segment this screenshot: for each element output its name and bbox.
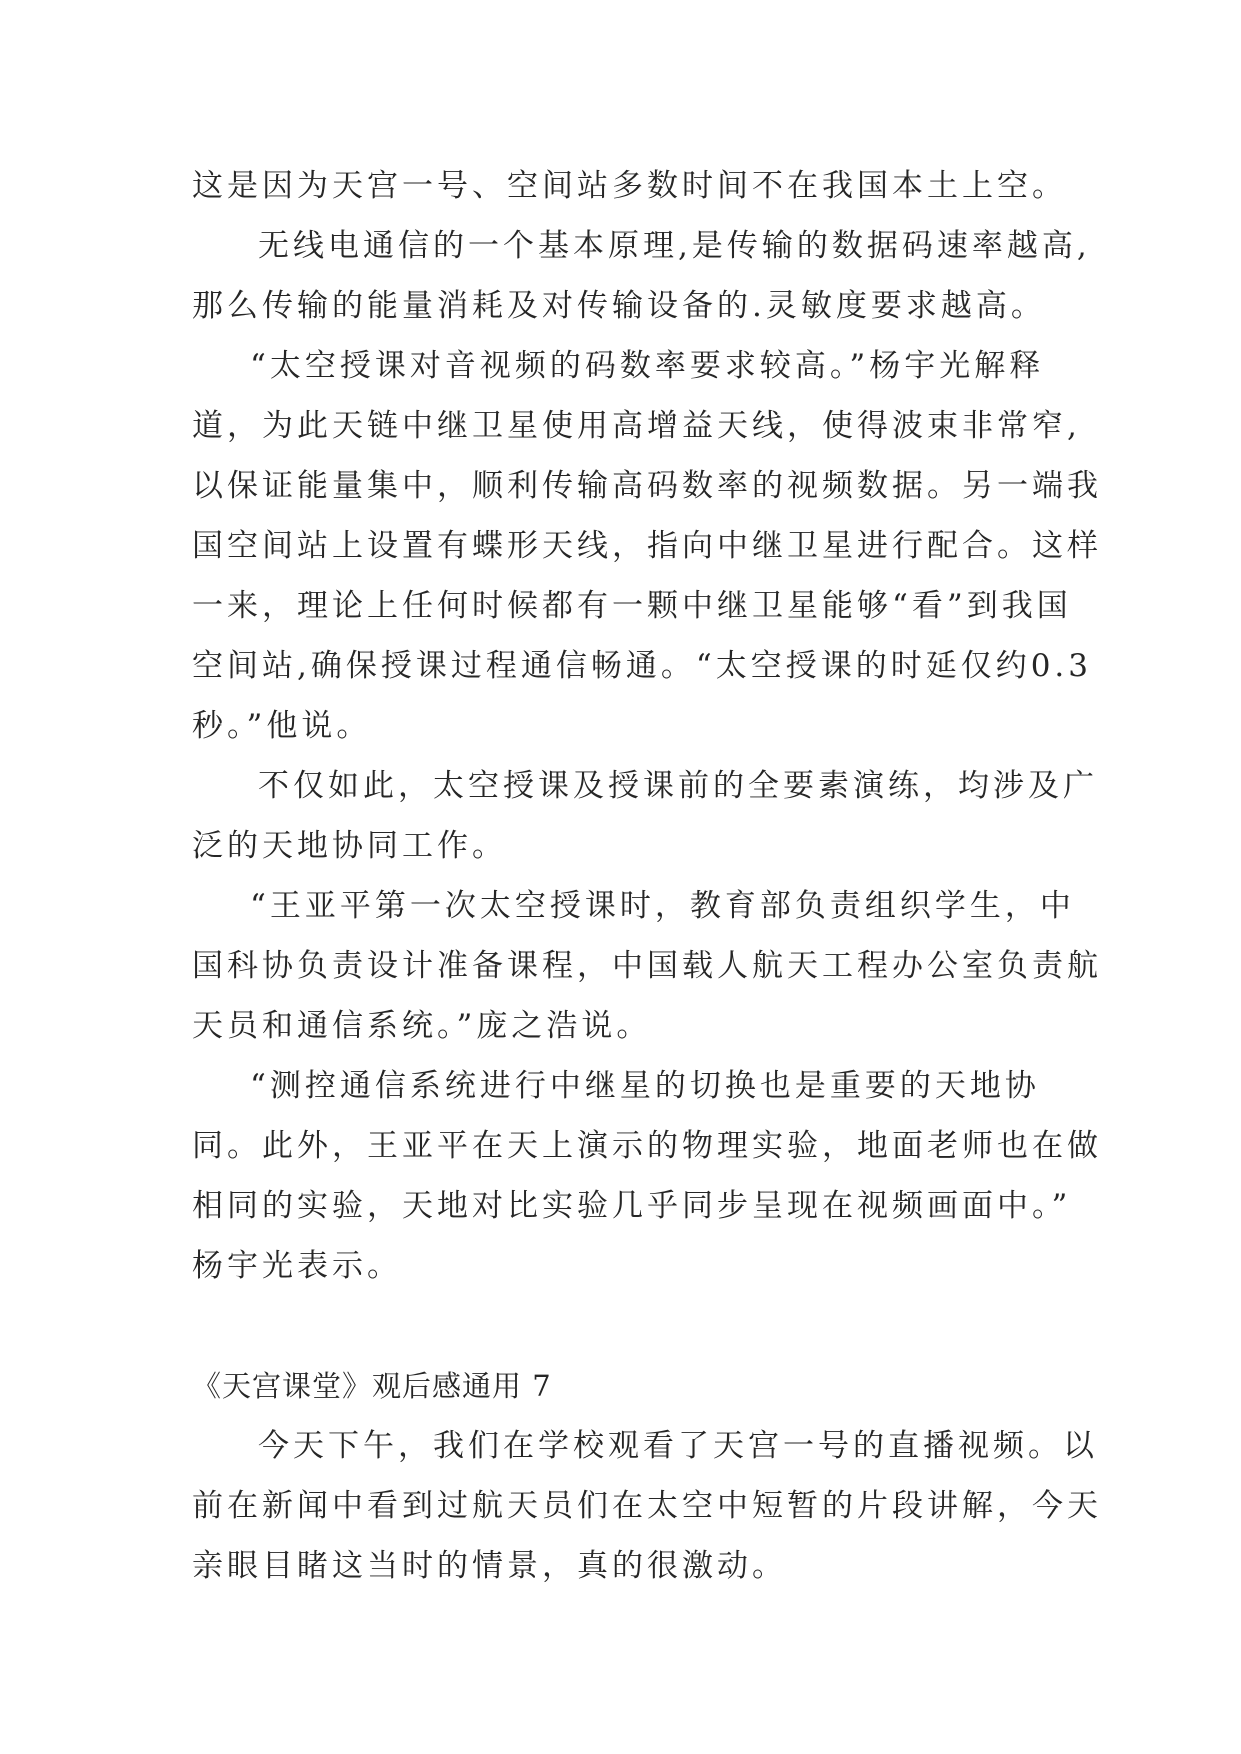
body-text-line: “王亚平第一次太空授课时，教育部负责组织学生，中 [250,888,1075,924]
body-text-line: 道，为此天链中继卫星使用高增益天线，使得波束非常窄, [192,408,1081,444]
body-text-line: 那么传输的能量消耗及对传输设备的.灵敏度要求越高。 [192,288,1046,324]
body-text-line: 天员和通信系统。”庞之浩说。 [192,1008,652,1044]
section-title: 《天宫课堂》观后感通用 7 [192,1369,552,1403]
body-text-line: 今天下午，我们在学校观看了天宫一号的直播视频。以 [258,1428,1098,1464]
body-text-line: 同。此外，王亚平在天上演示的物理实验，地面老师也在做 [192,1128,1102,1164]
body-text-line: “太空授课对音视频的码数率要求较高。”杨宇光解释 [250,348,1045,384]
body-text-line: 国空间站上设置有蝶形天线，指向中继卫星进行配合。这样 [192,528,1102,564]
body-text-line: 空间站,确保授课过程通信畅通。“太空授课的时延仅约0.3 [192,648,1092,684]
body-text-line: 一来，理论上任何时候都有一颗中继卫星能够“看”到我国 [192,588,1072,624]
body-text-line: 杨宇光表示。 [192,1248,402,1284]
body-text-line: “测控通信系统进行中继星的切换也是重要的天地协 [250,1068,1040,1104]
body-text-line: 以保证能量集中，顺利传输高码数率的视频数据。另一端我 [192,468,1102,504]
body-text-line: 相同的实验，天地对比实验几乎同步呈现在视频画面中。” [192,1188,1072,1224]
body-text-line: 国科协负责设计准备课程，中国载人航天工程办公室负责航 [192,948,1102,984]
body-text-line: 亲眼目睹这当时的情景，真的很激动。 [192,1548,787,1584]
body-text-line: 不仅如此，太空授课及授课前的全要素演练，均涉及广 [258,768,1098,804]
body-text-line: 泛的天地协同工作。 [192,828,507,864]
body-text-line: 前在新闻中看到过航天员们在太空中短暂的片段讲解，今天 [192,1488,1102,1524]
body-text-line: 无线电通信的一个基本原理,是传输的数据码速率越高, [258,228,1091,264]
body-text-line: 秒。”他说。 [192,708,372,744]
body-text-line: 这是因为天宫一号、空间站多数时间不在我国本土上空。 [192,168,1067,204]
